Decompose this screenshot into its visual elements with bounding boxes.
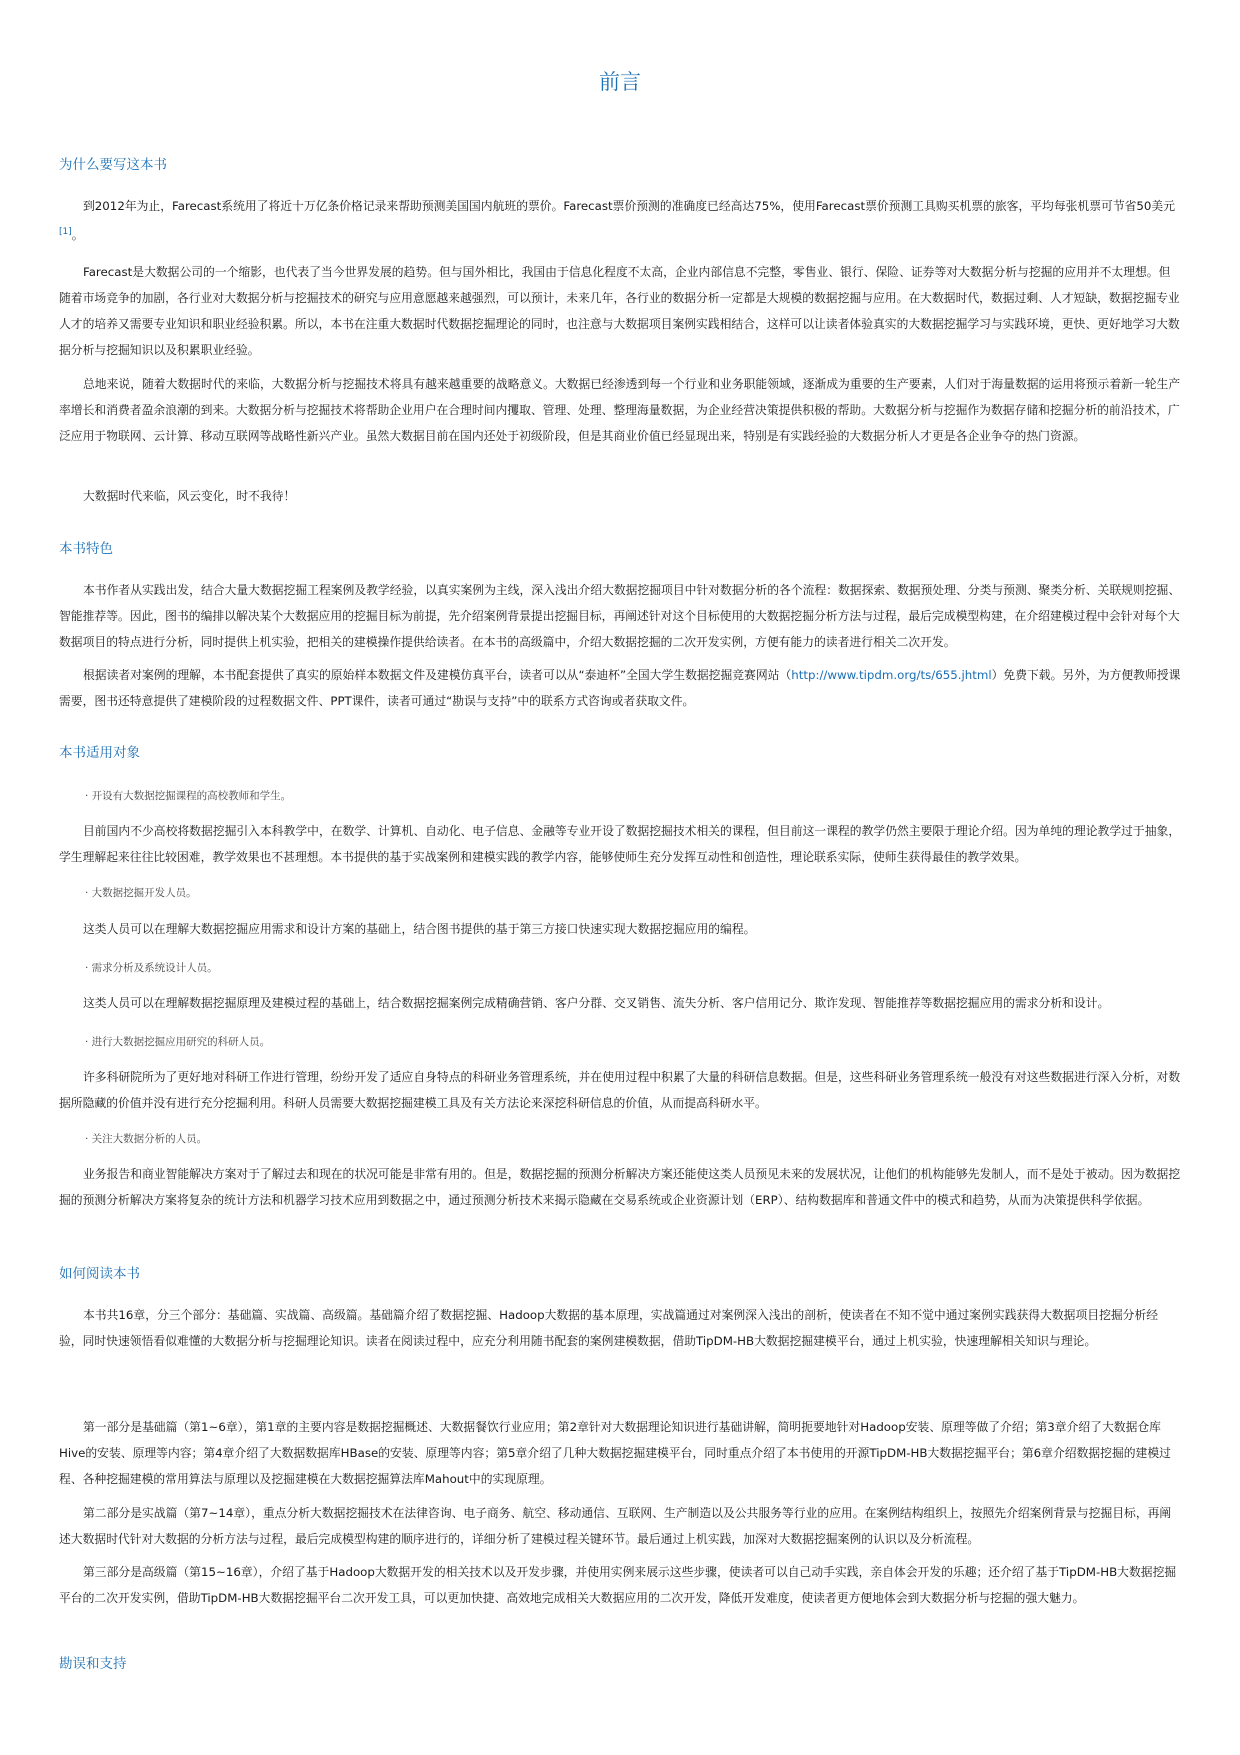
section-heading-audience: 本书适用对象 bbox=[59, 745, 140, 761]
section-heading-features: 本书特色 bbox=[59, 541, 113, 557]
paragraph-how-1: 本书共16章，分三个部分：基础篇、实战篇、高级篇。基础篇介绍了数据挖掘、Hadoop大数据的基本原理，实战篇通过对案例深入浅出的剖析，使读者在不知不觉中通过案例实践获得大数据项目挖掘分析经验，同时快速领悟看似难懂的大数据分析与挖掘理论知识。读者在阅读过程中，应充分利用随书配套的案例建模数据，借助TipDM-HB大数据挖掘建模平台，通过上机实验，快速理解相关知识与理论。 bbox=[59, 1308, 1159, 1348]
paragraph-features-2-b: ）免费下载。另外，为方便教师授课需要，图书还特意提供了建模阶段的过程数据文件、PPT课件，读者可通过“勘误与支持”中的联系方式咨询或者获取文件。 bbox=[59, 668, 1181, 708]
audience-bullet-3: · 需求分析及系统设计人员。 bbox=[85, 962, 218, 974]
paragraph-why-1 bbox=[59, 193, 1181, 248]
paragraph-audience-5: 业务报告和商业智能解决方案对于了解过去和现在的状况可能是非常有用的。但是，数据挖掘的预测分析解决方案还能使这类人员预见未来的发展状况，让他们的机构能够先发制人，而不是处于被动。因为数据挖掘的预测分析解决方案将复杂的统计方法和机器学习技术应用到数据之中，通过预测分析技术来揭示隐藏在交易系统或企业资源计划（ERP）、结构数据库和普通文件中的模式和趋势，从而为决策提供科学依据。 bbox=[59, 1167, 1181, 1207]
paragraph-why-1-text: 到2012年为止，Farecast系统用了将近十万亿条价格记录来帮助预测美国国内航班的票价。Farecast票价预测的准确度已经高达75%，使用Farecast票价预测工具购买机票的旅客，平均每张机票可节省50美元 bbox=[83, 199, 1176, 213]
audience-bullet-1: · 开设有大数据挖掘课程的高校教师和学生。 bbox=[85, 790, 292, 802]
paragraph-how-2: 第一部分是基础篇（第1~6章），第1章的主要内容是数据挖掘概述、大数据餐饮行业应用；第2章针对大数据理论知识进行基础讲解，简明扼要地针对Hadoop安装、原理等做了介绍；第3章介绍了大数据仓库Hive的安装、原理等内容；第4章介绍了大数据数据库HBase的安装、原理等内容；第5章介绍了几种大数据挖掘建模平台，同时重点介绍了本书使用的开源TipDM-HB大数据挖掘平台；第6章介绍数据挖掘的建模过程、各种挖掘建模的常用算法与原理以及挖掘建模在大数据挖掘算法库Mahout中的实现原理。 bbox=[59, 1420, 1171, 1486]
audience-bullet-5: · 关注大数据分析的人员。 bbox=[85, 1133, 208, 1145]
page-title: 前言 bbox=[599, 70, 641, 94]
section-heading-how: 如何阅读本书 bbox=[59, 1266, 140, 1282]
footnote-link[interactable]: [1] bbox=[59, 227, 72, 237]
paragraph-features-2-a: 根据读者对案例的理解，本书配套提供了真实的原始样本数据文件及建模仿真平台，读者可以从“泰迪杯”全国大学生数据挖掘竞赛网站（ bbox=[83, 668, 792, 682]
paragraph-audience-4: 许多科研院所为了更好地对科研工作进行管理，纷纷开发了适应自身特点的科研业务管理系统，并在使用过程中积累了大量的科研信息数据。但是，这些科研业务管理系统一般没有对这些数据进行深入分析，对数据所隐藏的价值并没有进行充分挖掘利用。科研人员需要大数据挖掘建模工具及有关方法论来深挖科研信息的价值，从而提高科研水平。 bbox=[59, 1070, 1181, 1110]
paragraph-how-4: 第三部分是高级篇（第15~16章），介绍了基于Hadoop大数据开发的相关技术以及开发步骤，并使用实例来展示这些步骤，使读者可以自己动手实践，亲自体会开发的乐趣；还介绍了基于TipDM-HB大数据挖掘平台的二次开发实例，借助TipDM-HB大数据挖掘平台二次开发工具，可以更加快捷、高效地完成相关大数据应用的二次开发，降低开发难度，使读者更方便地体会到大数据分析与挖掘的强大魅力。 bbox=[59, 1565, 1177, 1605]
section-heading-why: 为什么要写这本书 bbox=[59, 157, 167, 173]
section-heading-errata: 勘误和支持 bbox=[59, 1656, 127, 1672]
paragraph-how-3: 第二部分是实战篇（第7~14章），重点分析大数据挖掘技术在法律咨询、电子商务、航空、移动通信、互联网、生产制造以及公共服务等行业的应用。在案例结构组织上，按照先介绍案例背景与挖掘目标，再阐述大数据时代针对大数据的分析方法与过程，最后完成模型构建的顺序进行的，详细分析了建模过程关键环节。最后通过上机实践，加深对大数据挖掘案例的认识以及分析流程。 bbox=[59, 1506, 1172, 1546]
download-link[interactable]: http://www.tipdm.org/ts/655.jhtml bbox=[791, 668, 992, 682]
paragraph-features-2 bbox=[59, 662, 1181, 714]
paragraph-why-3: 总地来说，随着大数据时代的来临，大数据分析与挖掘技术将具有越来越重要的战略意义。大数据已经渗透到每一个行业和业务职能领域，逐渐成为重要的生产要素，人们对于海量数据的运用将预示着新一轮生产率增长和消费者盈余浪潮的到来。大数据分析与挖掘技术将帮助企业用户在合理时间内攫取、管理、处理、整理海量数据，为企业经营决策提供积极的帮助。大数据分析与挖掘作为数据存储和挖掘分析的前沿技术，广泛应用于物联网、云计算、移动互联网等战略性新兴产业。虽然大数据目前在国内还处于初级阶段，但是其商业价值已经显现出来，特别是有实践经验的大数据分析人才更是各企业争夺的热门资源。 bbox=[59, 377, 1181, 443]
paragraph-why-4: 大数据时代来临，风云变化，时不我待！ bbox=[83, 489, 296, 503]
paragraph-audience-3: 这类人员可以在理解数据挖掘原理及建模过程的基础上，结合数据挖掘案例完成精确营销、客户分群、交叉销售、流失分析、客户信用记分、欺诈发现、智能推荐等数据挖掘应用的需求分析和设计。 bbox=[83, 996, 1110, 1010]
audience-bullet-4: · 进行大数据挖掘应用研究的科研人员。 bbox=[85, 1036, 271, 1048]
paragraph-why-1-end: 。 bbox=[71, 227, 84, 242]
paragraph-features-1: 本书作者从实践出发，结合大量大数据挖掘工程案例及教学经验，以真实案例为主线，深入浅出介绍大数据挖掘项目中针对数据分析的各个流程：数据探索、数据预处理、分类与预测、聚类分析、关联规则挖掘、智能推荐等。因此，图书的编排以解决某个大数据应用的挖掘目标为前提，先介绍案例背景提出挖掘目标，再阐述针对这个目标使用的大数据挖掘分析方法与过程，最后完成模型构建，在介绍建模过程中会针对每个大数据项目的特点进行分析，同时提供上机实验，把相关的建模操作提供给读者。在本书的高级篇中，介绍大数据挖掘的二次开发实例，方便有能力的读者进行相关二次开发。 bbox=[59, 583, 1181, 649]
paragraph-audience-2: 这类人员可以在理解大数据挖掘应用需求和设计方案的基础上，结合图书提供的基于第三方接口快速实现大数据挖掘应用的编程。 bbox=[83, 922, 756, 936]
audience-bullet-2: · 大数据挖掘开发人员。 bbox=[85, 887, 197, 899]
paragraph-audience-1: 目前国内不少高校将数据挖掘引入本科教学中，在数学、计算机、自动化、电子信息、金融等专业开设了数据挖掘技术相关的课程，但目前这一课程的教学仍然主要限于理论介绍。因为单纯的理论教学过于抽象，学生理解起来往往比较困难，教学效果也不甚理想。本书提供的基于实战案例和建模实践的教学内容，能够使师生充分发挥互动性和创造性，理论联系实际，使师生获得最佳的教学效果。 bbox=[59, 824, 1181, 864]
paragraph-why-2: Farecast是大数据公司的一个缩影，也代表了当今世界发展的趋势。但与国外相比，我国由于信息化程度不太高，企业内部信息不完整，零售业、银行、保险、证券等对大数据分析与挖掘的应用并不太理想。但随着市场竞争的加剧，各行业对大数据分析与挖掘技术的研究与应用意愿越来越强烈，可以预计，未来几年，各行业的数据分析一定都是大规模的数据挖掘与应用。在大数据时代，数据过剩、人才短缺，数据挖掘专业人才的培养又需要专业知识和职业经验积累。所以，本书在注重大数据时代数据挖掘理论的同时，也注意与大数据项目案例实践相结合，这样可以让读者体验真实的大数据挖掘学习与实践环境，更快、更好地学习大数据分析与挖掘知识以及积累职业经验。 bbox=[59, 265, 1180, 357]
